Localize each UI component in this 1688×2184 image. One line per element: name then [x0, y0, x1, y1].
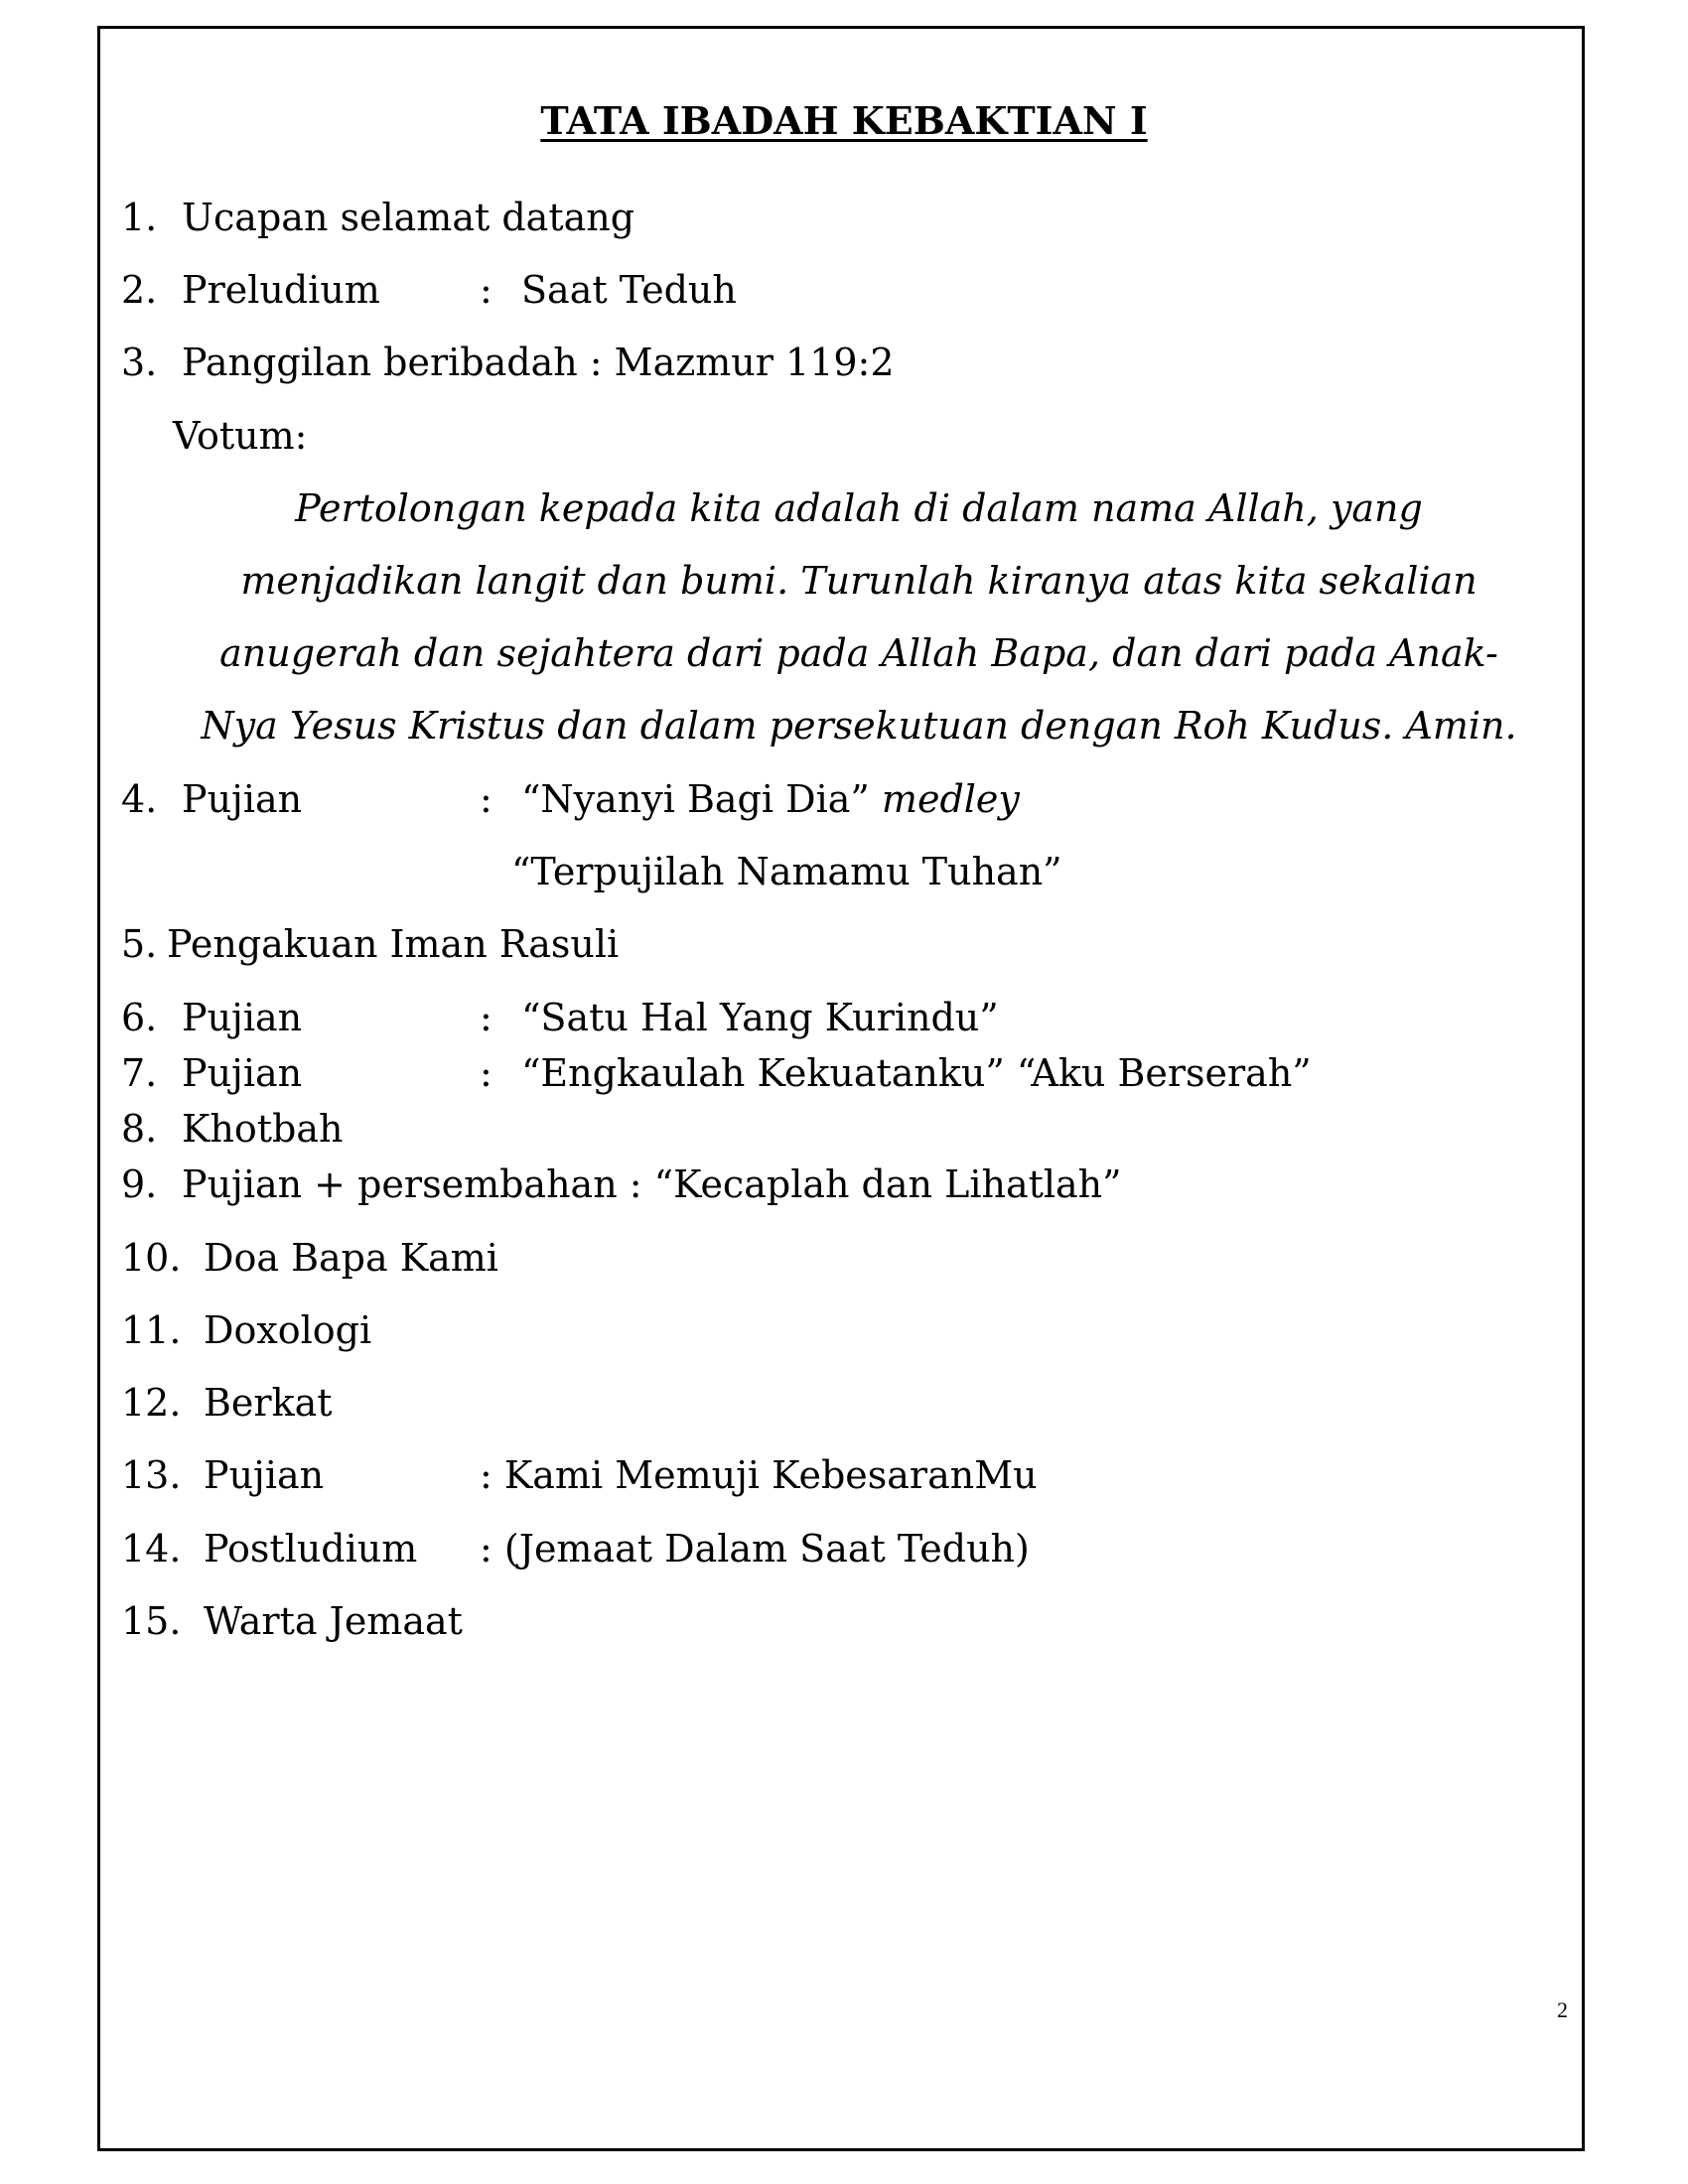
item-label: Berkat — [204, 1381, 333, 1425]
votum-line: Nya Yesus Kristus dan dalam persekutuan dengan Roh Kudus. Amin. — [201, 704, 1517, 748]
item-value: “Satu Hal Yang Kurindu” — [521, 996, 999, 1039]
item-separator: : — [480, 996, 492, 1039]
item-label: Pujian — [182, 777, 303, 821]
item-label: Khotbah — [182, 1107, 344, 1151]
item-number: 7. — [121, 1051, 158, 1095]
item-separator: : — [480, 268, 492, 312]
document-title: TATA IBADAH KEBAKTIAN I — [540, 98, 1148, 143]
item-number: 12. — [121, 1381, 182, 1425]
song-title: “Nyanyi Bagi Dia” — [521, 777, 870, 821]
item-number: 4. — [121, 777, 158, 821]
item-number: 13. — [121, 1453, 182, 1497]
item-separator: : — [480, 777, 492, 821]
item-number: 2. — [121, 268, 158, 312]
item-number: 9. — [121, 1162, 158, 1206]
item-number: 14. — [121, 1527, 182, 1570]
song-note: medley — [881, 777, 1020, 821]
item-value: Saat Teduh — [521, 268, 737, 312]
item-label: Preludium — [182, 268, 380, 312]
votum-line: anugerah dan sejahtera dari pada Allah Bapa, dan dari pada Anak- — [219, 631, 1498, 675]
item-label: Ucapan selamat datang — [182, 196, 635, 239]
item-label: Pujian — [182, 1051, 303, 1095]
item-label: Pujian — [204, 1453, 325, 1497]
page-number: 2 — [1557, 1997, 1568, 2022]
votum-label: Votum: — [173, 414, 308, 458]
item-label: Doa Bapa Kami — [204, 1236, 498, 1280]
item-number: 1. — [121, 196, 158, 239]
item-value: : Kami Memuji KebesaranMu — [480, 1453, 1038, 1497]
item-label: Warta Jemaat — [204, 1599, 463, 1643]
item-number: 5. — [121, 922, 158, 966]
item-number: 6. — [121, 996, 158, 1039]
item-label: Doxologi — [204, 1308, 372, 1352]
votum-line: menjadikan langit dan bumi. Turunlah kiranya atas kita sekalian — [240, 559, 1477, 603]
item-number: 15. — [121, 1599, 182, 1643]
item-number: 10. — [121, 1236, 182, 1280]
item-label: Pujian — [182, 996, 303, 1039]
item-value: : (Jemaat Dalam Saat Teduh) — [480, 1527, 1030, 1570]
item-value-secondary: “Terpujilah Namamu Tuhan” — [511, 850, 1062, 893]
item-label: Postludium — [204, 1527, 418, 1570]
item-number: 8. — [121, 1107, 158, 1151]
item-separator: : — [480, 1051, 492, 1095]
item-number: 11. — [121, 1308, 182, 1352]
item-number: 3. — [121, 341, 158, 384]
item-label: Pengakuan Iman Rasuli — [167, 922, 620, 966]
votum-line: Pertolongan kepada kita adalah di dalam nama Allah, yang — [295, 486, 1423, 530]
item-value: “Engkaulah Kekuatanku” “Aku Berserah” — [521, 1051, 1312, 1095]
item-label: Pujian + persembahan : “Kecaplah dan Lihatlah” — [182, 1162, 1122, 1206]
item-value — [521, 777, 1020, 821]
item-label: Panggilan beribadah : Mazmur 119:2 — [182, 341, 895, 384]
